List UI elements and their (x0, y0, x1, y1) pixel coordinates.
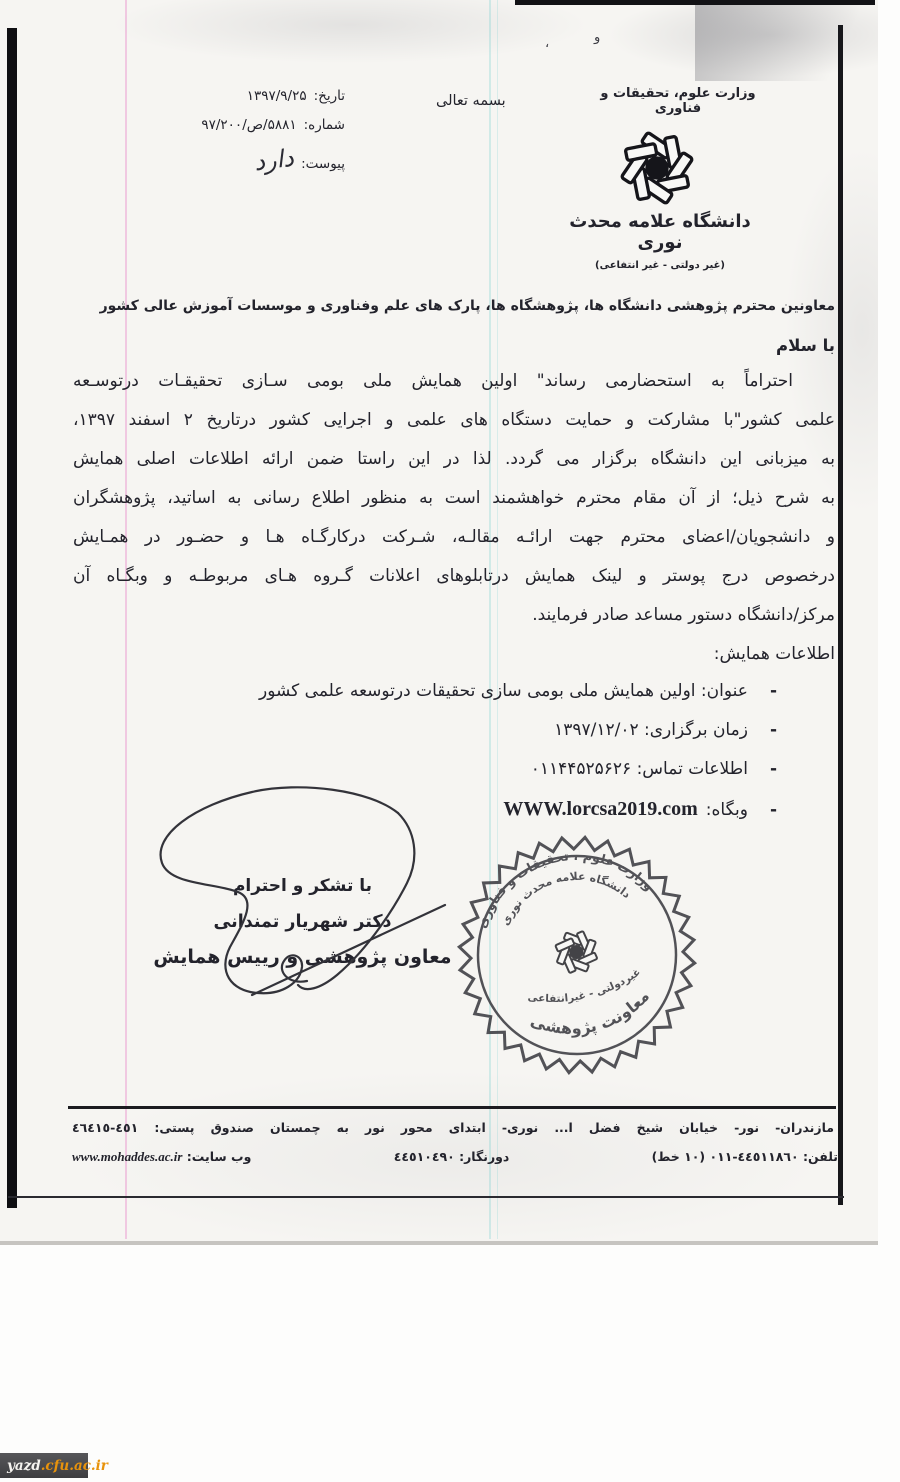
date-value: ۱۳۹۷/۹/۲۵ (246, 88, 307, 104)
scan-edge-top (515, 0, 875, 5)
ministry-title: وزارت علوم، تحقیقات و فناوری (600, 86, 756, 116)
footer-address: مازندران- نور- خیابان شیخ فضل ا... نوری- ابتدای محور نور به چمستان صندوق پستی: ٤٥١-٤٦٤١٥ (72, 1120, 834, 1135)
list-item-date (73, 720, 835, 759)
salutation: با سلام (776, 336, 835, 355)
university-title-block (555, 211, 765, 271)
body-line: به میزبانی این دانشگاه برگزار می گردد. لذا در این راستا ضمن ارائه اطلاعات اصلی همایش (73, 449, 835, 469)
letter-body (73, 371, 835, 842)
conference-info-heading: اطلاعات همایش: (713, 644, 835, 664)
website-label: وبگاه: (705, 800, 748, 820)
university-logo-icon (607, 118, 707, 218)
body-line: احتراماً به استحضارمی رساند" اولین همایش ملی بومی سـازی تحقیقـات درتوسـعه (73, 371, 793, 391)
bullet-dash: - (769, 681, 777, 701)
stamp-subtitle-text: غیردولتی - غیرانتفاعی (526, 966, 643, 1005)
pen-mark: و (594, 30, 601, 45)
number-label: شماره: (303, 117, 345, 133)
footer-phone: تلفن: ٤٤٥١١٨٦٠-٠١١ (١٠ خط) (651, 1149, 838, 1164)
attachment-label: پیوست: (301, 156, 345, 172)
footer-contacts (72, 1149, 838, 1165)
body-line: درخصوص درج پوستر و لینک همایش درتابلوهای اعلانات گـروه هـای مربوطـه و وبگـاه آن (73, 566, 835, 586)
watermark-prefix: yazd (7, 1457, 41, 1474)
stamp-center-emblem-icon (550, 926, 602, 978)
number-value: ۵۸۸۱/ص/۹۷/۲۰۰ (201, 117, 297, 133)
signature-block (145, 876, 460, 968)
date-row (201, 88, 345, 104)
scan-shadow-top-right (695, 3, 876, 81)
letter-meta-block (201, 88, 345, 187)
bullet-dash: - (769, 800, 777, 820)
signature-thanks: با تشکر و احترام (232, 876, 373, 896)
list-item-text: عنوان: اولین همایش ملی بومی سازی تحقیقات درتوسعه علمی کشور (259, 681, 748, 701)
signatory-title: معاون پژوهشی و رییس همایش (153, 946, 452, 968)
list-item-text: اطلاعات تماس: ۰۱۱۴۴۵۲۵۶۲۶ (530, 759, 748, 779)
bullet-dash: - (769, 720, 777, 740)
attachment-handwritten-value: دارد (252, 143, 296, 177)
stamp-ring-university-text: دانشگاه علامه محدث نوری (498, 869, 634, 928)
footer-rule-bottom (8, 1196, 844, 1198)
conference-website-url: WWW.lorcsa2019.com (503, 798, 698, 820)
site-watermark (0, 1453, 108, 1478)
list-item-website (73, 798, 835, 842)
body-line: و دانشجویان/اعضای محترم جهت ارائـه مقالـه، شـرکت درکارگـاه هـا و حضـور در همـایش (73, 527, 835, 547)
body-line: علمی کشور"با مشارکت و حمایت دستگاه های علمی و اجرایی کشور درتاریخ ۲ اسفند ۱۳۹۷، (73, 410, 835, 430)
body-line: به شرح ذیل؛ از آن مقام محترم خواهشمند است به منظور اطلاع رسانی به اساتید، پژوهشگران (73, 488, 835, 508)
university-subtitle: (غیر دولتی - غیر انتفاعی) (595, 260, 725, 271)
footer-website-label: وب سایت: (186, 1149, 252, 1164)
signatory-name: دکتر شهریار تمندانی (213, 912, 392, 932)
attachment-row (201, 143, 345, 177)
addressee-line: معاونین محترم پژوهشی دانشگاه ها، پژوهشگاه ها، پارک های علم وفناوری و موسسات آموزش عالی کشور (99, 298, 835, 314)
body-line: مرکز/دانشگاه دستور مساعد صادر فرمایند. (532, 605, 835, 625)
list-item-text: زمان برگزاری: ۱۳۹۷/۱۲/۰۲ (554, 720, 748, 740)
footer-rule-top (68, 1106, 836, 1109)
list-item-title (73, 681, 835, 720)
footer-website-url: www.mohaddes.ac.ir (72, 1149, 183, 1164)
university-name: دانشگاه علامه محدث نوری (569, 211, 751, 253)
list-item-contact (73, 759, 835, 798)
watermark-suffix: .cfu.ac.ir (40, 1457, 108, 1474)
footer-fax: دورنگار: ٤٤٥١٠٤٩٠ (393, 1149, 510, 1164)
footer-website-row (72, 1149, 251, 1165)
besmellah-text: بسمه تعالی (436, 93, 506, 109)
pen-mark: ، (545, 36, 550, 51)
bullet-dash: - (769, 759, 777, 779)
number-row (201, 117, 345, 133)
stamp-bottom-text: معاونت پژوهشی (528, 986, 654, 1038)
scan-edge-left (7, 28, 17, 1208)
date-label: تاریخ: (313, 88, 345, 104)
stamp-ring-top-text: وزارت علوم ، تحقیقات و فناوری (474, 847, 657, 931)
scan-edge-right (838, 25, 843, 1205)
